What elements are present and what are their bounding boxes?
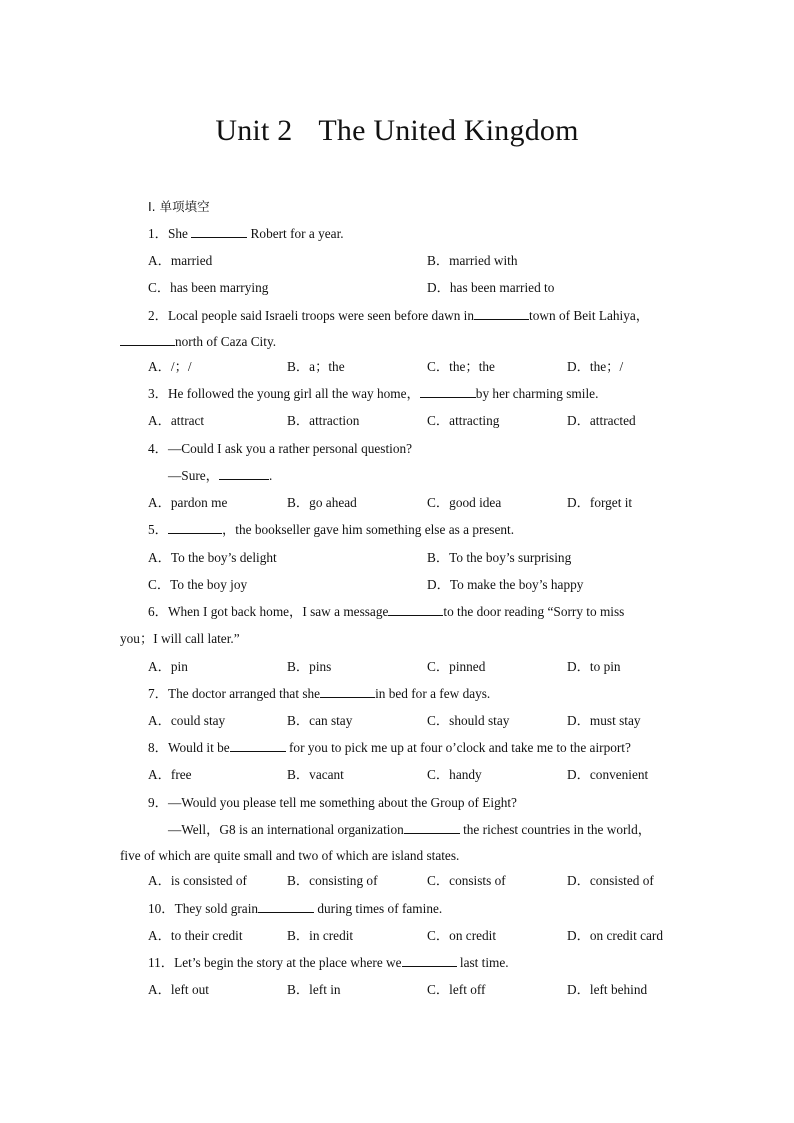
question-9: 9．—Would you please tell me something about the Group of Eight? — [148, 795, 517, 810]
question-9-continued: five of which are quite small and two of which are island states. — [120, 848, 460, 863]
question-9-reply: —Well，G8 is an international organization the richest countries in the world， — [168, 822, 652, 837]
option-c: C．on credit — [427, 928, 497, 943]
option-c: C．pinned — [427, 659, 486, 674]
answer-blank — [258, 901, 314, 913]
option-d: D．to pin — [567, 659, 621, 674]
option-d: D．attracted — [567, 413, 636, 428]
answer-blank — [388, 604, 443, 616]
option-b: B．can stay — [287, 713, 353, 728]
answer-blank — [320, 686, 375, 698]
answer-blank — [191, 226, 247, 238]
answer-blank — [120, 334, 175, 346]
option-b: B．left in — [287, 982, 341, 997]
option-a: A．pin — [148, 659, 188, 674]
option-a: A．attract — [148, 413, 205, 428]
unit-name: The United Kingdom — [318, 114, 579, 147]
answer-blank — [420, 386, 476, 398]
option-a: A．To the boy’s delight — [148, 550, 277, 565]
question-7: 7．The doctor arranged that she in bed for a few days. — [148, 686, 491, 701]
option-a: A．free — [148, 767, 192, 782]
option-c: C．handy — [427, 767, 482, 782]
option-d: D．left behind — [567, 982, 648, 997]
answer-blank — [219, 468, 269, 480]
option-a: A．to their credit — [148, 928, 243, 943]
unit-label: Unit 2 — [215, 114, 293, 147]
question-2-continued: north of Caza City. — [120, 334, 276, 350]
answer-blank — [404, 822, 460, 834]
option-a: A．/；/ — [148, 359, 192, 374]
option-c: C．attracting — [427, 413, 500, 428]
option-b: B．attraction — [287, 413, 360, 428]
option-b: B．a；the — [287, 359, 345, 374]
answer-blank — [474, 308, 529, 320]
option-a: A．could stay — [148, 713, 226, 728]
section-heading: Ⅰ. 单项填空 — [148, 199, 210, 214]
answer-blank — [402, 955, 457, 967]
answer-blank — [168, 522, 222, 534]
question-6: 6．When I got back home，I saw a message to the door reading “Sorry to miss — [148, 604, 625, 619]
option-b: B．vacant — [287, 767, 344, 782]
option-c: C．left off — [427, 982, 486, 997]
option-c: C．has been marrying — [148, 280, 269, 295]
option-a: A．married — [148, 253, 213, 268]
option-d: D．must stay — [567, 713, 641, 728]
question-8: 8．Would it be for you to pick me up at four o’clock and take me to the airport? — [148, 740, 631, 755]
option-c: C．should stay — [427, 713, 510, 728]
option-c: C．good idea — [427, 495, 502, 510]
answer-blank — [230, 740, 286, 752]
option-c: C．To the boy joy — [148, 577, 248, 592]
option-b: B．go ahead — [287, 495, 357, 510]
question-10: 10．They sold grain during times of famine. — [148, 901, 443, 916]
option-d: D．forget it — [567, 495, 633, 510]
option-a: A．left out — [148, 982, 209, 997]
question-1: 1．She Robert for a year. — [148, 226, 344, 241]
option-a: A．is consisted of — [148, 873, 247, 888]
option-a: A．pardon me — [148, 495, 228, 510]
option-c: C．consists of — [427, 873, 506, 888]
question-3: 3．He followed the young girl all the way home， by her charming smile. — [148, 386, 599, 401]
option-b: B．in credit — [287, 928, 354, 943]
option-d: D．To make the boy’s happy — [427, 577, 584, 592]
option-d: D．the；/ — [567, 359, 624, 374]
option-d: D．on credit card — [567, 928, 663, 943]
question-4: 4．—Could I ask you a rather personal question? — [148, 441, 413, 456]
question-11: 11．Let’s begin the story at the place where we last time. — [148, 955, 509, 970]
option-b: B．To the boy’s surprising — [427, 550, 572, 565]
option-d: D．has been married to — [427, 280, 555, 295]
option-b: B．consisting of — [287, 873, 378, 888]
question-6-continued: you；I will call later.” — [120, 631, 240, 646]
question-5: 5． ，the bookseller gave him something else as a present. — [148, 522, 515, 537]
option-d: D．convenient — [567, 767, 649, 782]
question-4-reply: —Sure， . — [168, 468, 273, 483]
option-b: B．pins — [287, 659, 332, 674]
option-c: C．the；the — [427, 359, 495, 374]
option-d: D．consisted of — [567, 873, 654, 888]
page-title — [0, 114, 794, 148]
question-2: 2．Local people said Israeli troops were seen before dawn in town of Beit Lahiya， — [148, 308, 650, 323]
option-b: B．married with — [427, 253, 518, 268]
